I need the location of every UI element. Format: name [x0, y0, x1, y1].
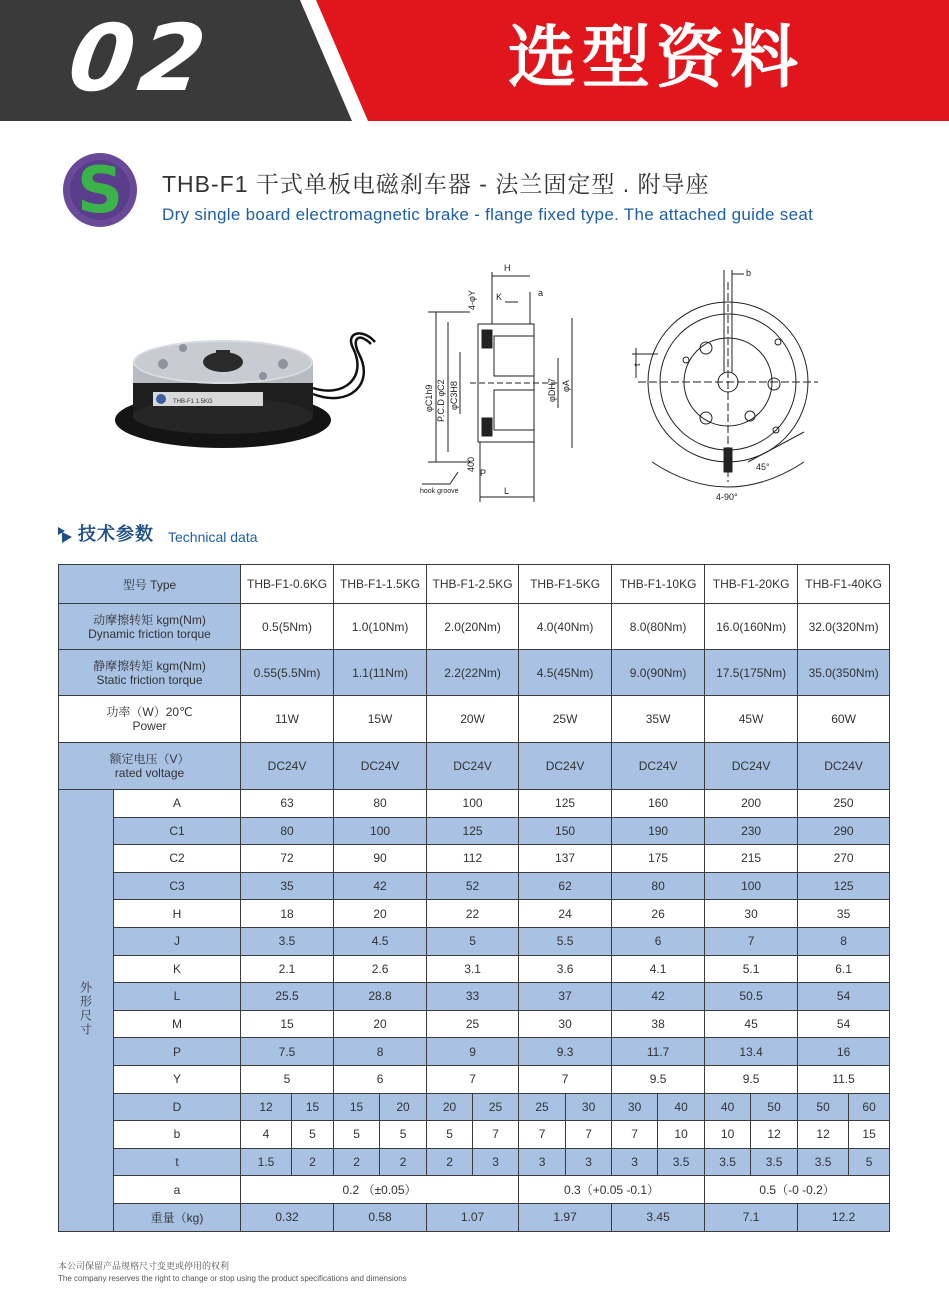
- table-cell: 100: [334, 817, 427, 845]
- table-cell: 4: [241, 1121, 292, 1149]
- table-cell: 30: [612, 1093, 658, 1121]
- dim-row-l: [59, 983, 890, 1011]
- dim-label: L: [114, 983, 241, 1011]
- table-cell: 12: [751, 1121, 798, 1149]
- table-cell: 0.32: [241, 1203, 334, 1231]
- table-cell: 100: [427, 790, 519, 818]
- table-cell: 7.5: [241, 1038, 334, 1066]
- table-cell: 80: [334, 790, 427, 818]
- dim-row-p: [59, 1038, 890, 1066]
- table-cell: 9: [427, 1038, 519, 1066]
- table-cell: 35W: [612, 696, 705, 743]
- table-cell: 2: [334, 1148, 380, 1176]
- table-cell: 125: [519, 790, 612, 818]
- table-cell: 28.8: [334, 983, 427, 1011]
- table-cell: 25: [427, 1010, 519, 1038]
- dim-row-a-clearance: [59, 1176, 890, 1204]
- table-cell: 52: [427, 872, 519, 900]
- table-cell: 175: [612, 845, 705, 873]
- table-cell: 20: [427, 1093, 473, 1121]
- dim-label: A: [114, 790, 241, 818]
- dims-side-label: 外形尺寸: [59, 790, 114, 1232]
- table-cell: 112: [427, 845, 519, 873]
- section-title-en: Technical data: [168, 529, 258, 545]
- table-cell: 30: [705, 900, 798, 928]
- table-cell: 5: [849, 1148, 890, 1176]
- dim-label: t: [114, 1148, 241, 1176]
- dim-row-k: [59, 955, 890, 983]
- table-cell: 37: [519, 983, 612, 1011]
- dim-label: D: [114, 1093, 241, 1121]
- table-cell: 1.1(11Nm): [334, 650, 427, 696]
- model-row: [59, 565, 890, 604]
- table-cell: 8: [798, 927, 890, 955]
- table-cell: 1.07: [427, 1203, 519, 1231]
- table-cell: 13.4: [705, 1038, 798, 1066]
- table-cell: 250: [798, 790, 890, 818]
- model-cell: THB-F1-1.5KG: [334, 565, 427, 604]
- table-cell: 2.2(22Nm): [427, 650, 519, 696]
- header-banner: [0, 0, 949, 121]
- table-cell: 45W: [705, 696, 798, 743]
- table-cell: 90: [334, 845, 427, 873]
- table-cell: 50.5: [705, 983, 798, 1011]
- table-cell: 72: [241, 845, 334, 873]
- table-cell: 3.5: [241, 927, 334, 955]
- table-cell: 3: [612, 1148, 658, 1176]
- dim-row-j: [59, 927, 890, 955]
- table-cell: 7: [566, 1121, 612, 1149]
- model-cell: THB-F1-20KG: [705, 565, 798, 604]
- table-cell: 2: [292, 1148, 334, 1176]
- model-label: 型号 Type: [59, 565, 241, 604]
- table-cell: 54: [798, 983, 890, 1011]
- dim-label-p: P: [480, 468, 487, 478]
- table-cell: 3.6: [519, 955, 612, 983]
- table-cell: DC24V: [334, 743, 427, 790]
- table-cell: 18: [241, 900, 334, 928]
- table-cell: 24: [519, 900, 612, 928]
- power-label: 功率（W）20℃ Power: [59, 696, 241, 743]
- table-cell: 8: [334, 1038, 427, 1066]
- table-cell: 22: [427, 900, 519, 928]
- table-cell: 25W: [519, 696, 612, 743]
- dim-label-4-90deg: 4-90°: [716, 492, 738, 502]
- table-cell: 30: [519, 1010, 612, 1038]
- table-cell: 2: [380, 1148, 427, 1176]
- svg-text:S: S: [76, 154, 124, 228]
- table-cell: 16.0(160Nm): [705, 604, 798, 650]
- table-cell: 0.3（+0.05 -0.1）: [519, 1176, 705, 1204]
- table-cell: 2: [427, 1148, 473, 1176]
- photo-nameplate: THB-F1 1.5KG: [173, 399, 213, 405]
- table-cell: 9.0(90Nm): [612, 650, 705, 696]
- table-cell: 4.5: [334, 927, 427, 955]
- product-photo: [113, 318, 383, 453]
- table-cell: 7: [519, 1121, 566, 1149]
- table-cell: 4.5(45Nm): [519, 650, 612, 696]
- table-cell: 80: [612, 872, 705, 900]
- table-cell: 25.5: [241, 983, 334, 1011]
- table-cell: 15: [849, 1121, 890, 1149]
- table-cell: 125: [798, 872, 890, 900]
- table-cell: 40: [658, 1093, 705, 1121]
- table-cell: 9.5: [705, 1065, 798, 1093]
- table-cell: 32.0(320Nm): [798, 604, 890, 650]
- dynamic-torque-row: [59, 604, 890, 650]
- dim-label: J: [114, 927, 241, 955]
- table-cell: 150: [519, 817, 612, 845]
- dim-label: C2: [114, 845, 241, 873]
- table-cell: 0.58: [334, 1203, 427, 1231]
- table-cell: 5: [334, 1121, 380, 1149]
- dim-row-h: [59, 900, 890, 928]
- table-cell: 125: [427, 817, 519, 845]
- table-cell: 100: [705, 872, 798, 900]
- table-cell: 9.3: [519, 1038, 612, 1066]
- table-cell: 50: [798, 1093, 849, 1121]
- table-cell: 45: [705, 1010, 798, 1038]
- footer-note-cn: 本公司保留产品规格尺寸变更或停用的权利: [58, 1261, 230, 1271]
- table-cell: 137: [519, 845, 612, 873]
- dim-label-h: H: [504, 263, 511, 273]
- table-cell: DC24V: [612, 743, 705, 790]
- dim-row-a: [59, 790, 890, 818]
- table-cell: 3.5: [798, 1148, 849, 1176]
- dim-label-y: 4-φY: [467, 290, 477, 310]
- dim-label-c3: φC3H8: [449, 381, 459, 410]
- table-cell: 7: [612, 1121, 658, 1149]
- dim-label-400: 400: [466, 456, 476, 472]
- table-cell: 160: [612, 790, 705, 818]
- banner-title: 选型资料: [508, 19, 805, 98]
- table-cell: 42: [334, 872, 427, 900]
- section-arrow-icon: [58, 527, 72, 543]
- table-cell: 290: [798, 817, 890, 845]
- table-cell: 2.0(20Nm): [427, 604, 519, 650]
- table-cell: 7: [519, 1065, 612, 1093]
- table-cell: 2.6: [334, 955, 427, 983]
- model-cell: THB-F1-0.6KG: [241, 565, 334, 604]
- model-cell: THB-F1-2.5KG: [427, 565, 519, 604]
- table-cell: 20: [334, 900, 427, 928]
- table-cell: 7: [427, 1065, 519, 1093]
- weight-label: 重量（kg): [114, 1203, 241, 1231]
- table-cell: 15W: [334, 696, 427, 743]
- table-cell: 62: [519, 872, 612, 900]
- table-cell: 20W: [427, 696, 519, 743]
- table-cell: 9.5: [612, 1065, 705, 1093]
- table-cell: 50: [751, 1093, 798, 1121]
- table-cell: 15: [292, 1093, 334, 1121]
- dim-label-45deg: 45°: [756, 462, 770, 472]
- dim-label-t: t: [632, 363, 642, 366]
- table-cell: 5.1: [705, 955, 798, 983]
- dim-label: C3: [114, 872, 241, 900]
- product-title-cn: THB-F1 干式单板电磁刹车器 - 法兰固定型 . 附导座: [162, 171, 710, 197]
- table-cell: 5: [427, 927, 519, 955]
- brand-logo: [62, 152, 138, 228]
- dim-row-c1: [59, 817, 890, 845]
- table-cell: 270: [798, 845, 890, 873]
- table-cell: 33: [427, 983, 519, 1011]
- table-cell: 1.97: [519, 1203, 612, 1231]
- dim-label: M: [114, 1010, 241, 1038]
- table-cell: 0.5(5Nm): [241, 604, 334, 650]
- table-cell: 11.7: [612, 1038, 705, 1066]
- dim-row-c2: [59, 845, 890, 873]
- dim-label-l: L: [504, 486, 510, 496]
- table-cell: 215: [705, 845, 798, 873]
- table-cell: 3.5: [705, 1148, 751, 1176]
- table-cell: 35: [798, 900, 890, 928]
- table-cell: 3: [519, 1148, 566, 1176]
- table-cell: 42: [612, 983, 705, 1011]
- table-cell: 80: [241, 817, 334, 845]
- table-cell: 3.5: [658, 1148, 705, 1176]
- dynamic-torque-label: 动摩擦转矩 kgm(Nm) Dynamic friction torque: [59, 604, 241, 650]
- table-cell: 10: [658, 1121, 705, 1149]
- voltage-row: [59, 743, 890, 790]
- table-cell: 6: [612, 927, 705, 955]
- dim-label-k: K: [496, 292, 503, 302]
- dim-row-t: [59, 1148, 890, 1176]
- table-cell: 16: [798, 1038, 890, 1066]
- dim-label: b: [114, 1121, 241, 1149]
- table-cell: 15: [241, 1010, 334, 1038]
- static-torque-label: 静摩擦转矩 kgm(Nm) Static friction torque: [59, 650, 241, 696]
- table-cell: 1.5: [241, 1148, 292, 1176]
- table-cell: 12.2: [798, 1203, 890, 1231]
- dim-label-b: b: [746, 268, 752, 278]
- product-title-en: Dry single board electromagnetic brake - flange fixed type. The attached guide seat: [162, 205, 814, 224]
- table-cell: 10: [705, 1121, 751, 1149]
- table-cell: 6: [334, 1065, 427, 1093]
- table-cell: 2.1: [241, 955, 334, 983]
- dim-row-c3: [59, 872, 890, 900]
- dim-row-b: [59, 1121, 890, 1149]
- static-torque-row: [59, 650, 890, 696]
- dim-label: C1: [114, 817, 241, 845]
- table-cell: 5: [380, 1121, 427, 1149]
- table-cell: 60: [849, 1093, 890, 1121]
- table-cell: DC24V: [427, 743, 519, 790]
- dim-label-a: a: [538, 288, 544, 298]
- table-cell: 3: [473, 1148, 519, 1176]
- dim-row-m: [59, 1010, 890, 1038]
- table-cell: 3.5: [751, 1148, 798, 1176]
- dim-label-hook-groove: hook groove: [420, 488, 459, 495]
- dim-label: a: [114, 1176, 241, 1204]
- table-cell: 200: [705, 790, 798, 818]
- table-cell: DC24V: [519, 743, 612, 790]
- section-heading: [58, 522, 258, 546]
- table-cell: 63: [241, 790, 334, 818]
- dim-label-c1: φC1h9: [424, 384, 434, 412]
- dim-label-dh7: φDH7: [547, 378, 557, 402]
- table-cell: 7.1: [705, 1203, 798, 1231]
- table-cell: 5: [427, 1121, 473, 1149]
- table-cell: 0.2 （±0.05）: [241, 1176, 519, 1204]
- table-cell: DC24V: [705, 743, 798, 790]
- table-cell: 4.1: [612, 955, 705, 983]
- section-title-cn: 技术参数: [78, 524, 154, 544]
- weight-row: [59, 1203, 890, 1231]
- table-cell: 12: [798, 1121, 849, 1149]
- table-cell: 5: [292, 1121, 334, 1149]
- power-row: [59, 696, 890, 743]
- dim-label: K: [114, 955, 241, 983]
- table-cell: 35: [241, 872, 334, 900]
- model-cell: THB-F1-5KG: [519, 565, 612, 604]
- table-cell: 30: [566, 1093, 612, 1121]
- table-cell: 190: [612, 817, 705, 845]
- table-cell: 0.55(5.5Nm): [241, 650, 334, 696]
- table-cell: 12: [241, 1093, 292, 1121]
- dim-label: P: [114, 1038, 241, 1066]
- section-number: 02: [62, 5, 218, 112]
- dim-label: H: [114, 900, 241, 928]
- model-cell: THB-F1-40KG: [798, 565, 890, 604]
- table-cell: 3.45: [612, 1203, 705, 1231]
- table-cell: 26: [612, 900, 705, 928]
- table-cell: 7: [473, 1121, 519, 1149]
- table-cell: 20: [380, 1093, 427, 1121]
- dim-row-d: [59, 1093, 890, 1121]
- spec-table: [58, 564, 890, 1232]
- table-cell: 17.5(175Nm): [705, 650, 798, 696]
- table-cell: 6.1: [798, 955, 890, 983]
- voltage-label: 额定电压（V） rated voltage: [59, 743, 241, 790]
- model-cell: THB-F1-10KG: [612, 565, 705, 604]
- table-cell: DC24V: [798, 743, 890, 790]
- table-cell: 25: [473, 1093, 519, 1121]
- table-cell: 8.0(80Nm): [612, 604, 705, 650]
- dim-label-a-dia: φA: [561, 380, 571, 392]
- table-cell: 11.5: [798, 1065, 890, 1093]
- side-view-drawing: [410, 262, 595, 507]
- table-cell: DC24V: [241, 743, 334, 790]
- table-cell: 40: [705, 1093, 751, 1121]
- table-cell: 38: [612, 1010, 705, 1038]
- table-cell: 11W: [241, 696, 334, 743]
- table-cell: 1.0(10Nm): [334, 604, 427, 650]
- table-cell: 4.0(40Nm): [519, 604, 612, 650]
- table-cell: 3: [566, 1148, 612, 1176]
- table-cell: 15: [334, 1093, 380, 1121]
- table-cell: 35.0(350Nm): [798, 650, 890, 696]
- table-cell: 5: [241, 1065, 334, 1093]
- table-cell: 7: [705, 927, 798, 955]
- dim-row-y: [59, 1065, 890, 1093]
- front-view-drawing: [628, 262, 828, 507]
- table-cell: 5.5: [519, 927, 612, 955]
- dim-label: Y: [114, 1065, 241, 1093]
- dim-label-c2: P.C.D φC2: [436, 379, 446, 422]
- footer-note-en: The company reserves the right to change or stop using the product specifications and dimensions: [58, 1274, 407, 1283]
- table-cell: 3.1: [427, 955, 519, 983]
- table-cell: 20: [334, 1010, 427, 1038]
- table-cell: 0.5（-0 -0.2）: [705, 1176, 890, 1204]
- table-cell: 54: [798, 1010, 890, 1038]
- table-cell: 230: [705, 817, 798, 845]
- table-cell: 60W: [798, 696, 890, 743]
- table-cell: 25: [519, 1093, 566, 1121]
